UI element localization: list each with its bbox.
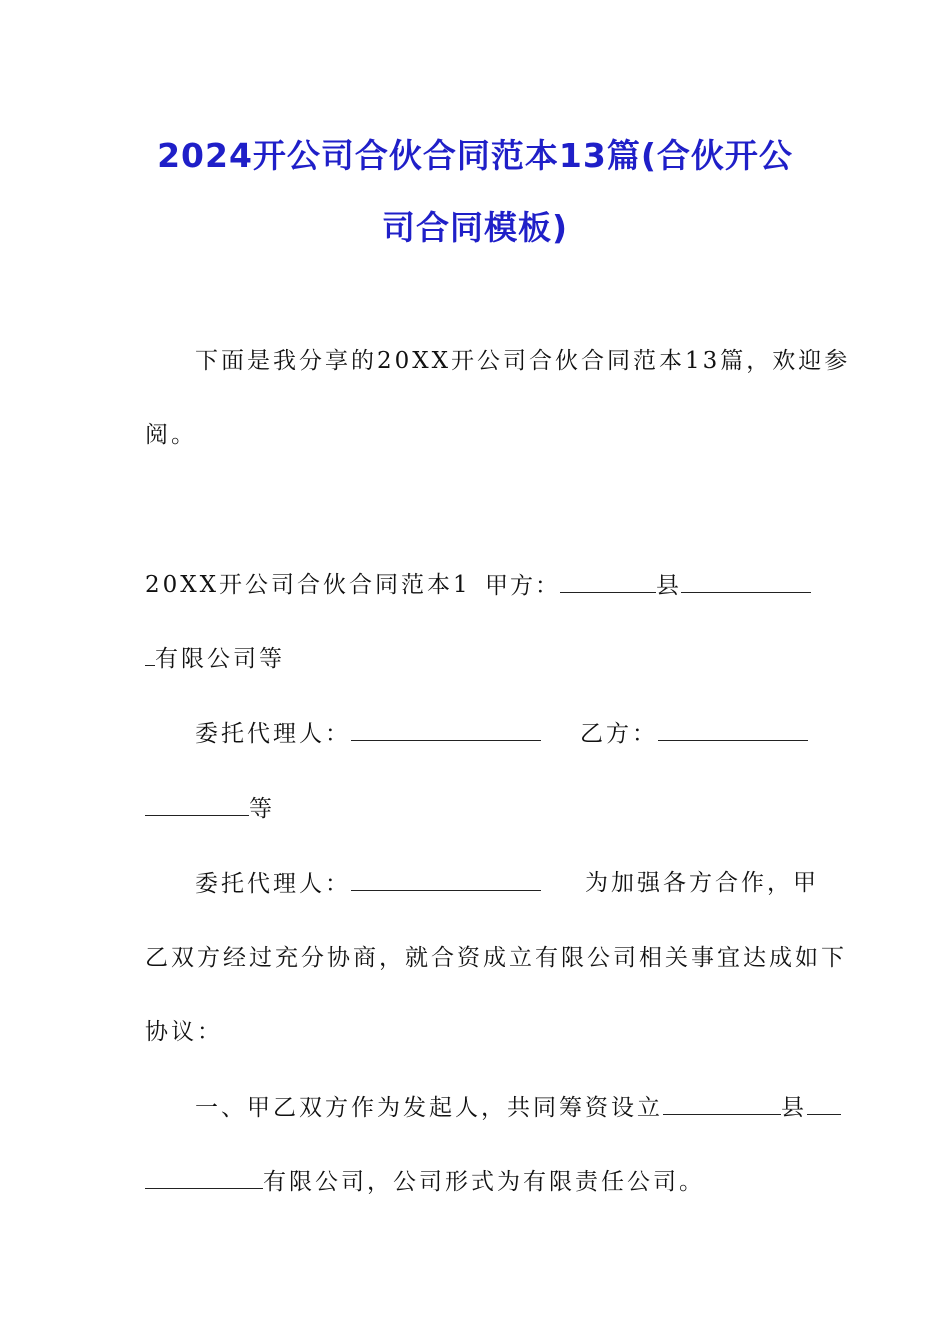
section1-heading: 20XX开公司合伙合同范本1 [145, 572, 471, 598]
document-title-line-2: 司合同模板) [381, 208, 569, 247]
company-suffix-row [145, 643, 285, 674]
party-a-label: 甲方： [485, 573, 560, 599]
intro-line-1: 下面是我分享的20XX开公司合伙合同范本13篇，欢迎参 [195, 348, 851, 374]
party-a-company-blank[interactable] [681, 570, 811, 593]
deng-text: 等 [249, 796, 275, 822]
document-title-line-1: 2024开公司合伙合同范本13篇(合伙开公 [157, 136, 793, 175]
clause1-line-2-row [145, 1166, 705, 1197]
company-suffix: 有限公司等 [155, 646, 285, 672]
agent-blank-1[interactable] [351, 718, 541, 741]
clause1-line-1-row [195, 1092, 841, 1123]
clause1-line-2: 有限公司，公司形式为有限责任公司。 [263, 1169, 705, 1195]
purpose-line-3: 协议： [145, 1019, 223, 1045]
agent-blank-2[interactable] [351, 868, 541, 891]
clause1-blank-1[interactable] [663, 1092, 781, 1115]
party-b-cont-row [145, 793, 275, 824]
agent-label-2: 委托代理人： [195, 871, 351, 897]
clause1-county: 县 [781, 1095, 807, 1121]
purpose-line-1: 为加强各方合作，甲 [585, 870, 819, 896]
party-b-blank[interactable] [658, 718, 808, 741]
county-label: 县 [656, 573, 681, 599]
clause1-blank-2[interactable] [807, 1092, 841, 1115]
party-b-label: 乙方： [580, 721, 658, 747]
party-a-row [485, 570, 811, 601]
agent-row-2 [195, 868, 541, 899]
party-b-row [580, 718, 808, 749]
intro-line-2: 阅。 [145, 422, 197, 448]
purpose-line-2: 乙双方经过充分协商，就合资成立有限公司相关事宜达成如下 [145, 945, 847, 971]
company-suffix-blank[interactable] [145, 643, 155, 666]
agent-label-1: 委托代理人： [195, 721, 351, 747]
party-b-cont-blank[interactable] [145, 793, 249, 816]
clause1-line-1: 一、甲乙双方作为发起人，共同筹资设立 [195, 1095, 663, 1121]
agent-row-1 [195, 718, 541, 749]
clause1-blank-3[interactable] [145, 1166, 263, 1189]
section1-heading-row [145, 570, 471, 600]
party-a-blank[interactable] [560, 570, 656, 593]
